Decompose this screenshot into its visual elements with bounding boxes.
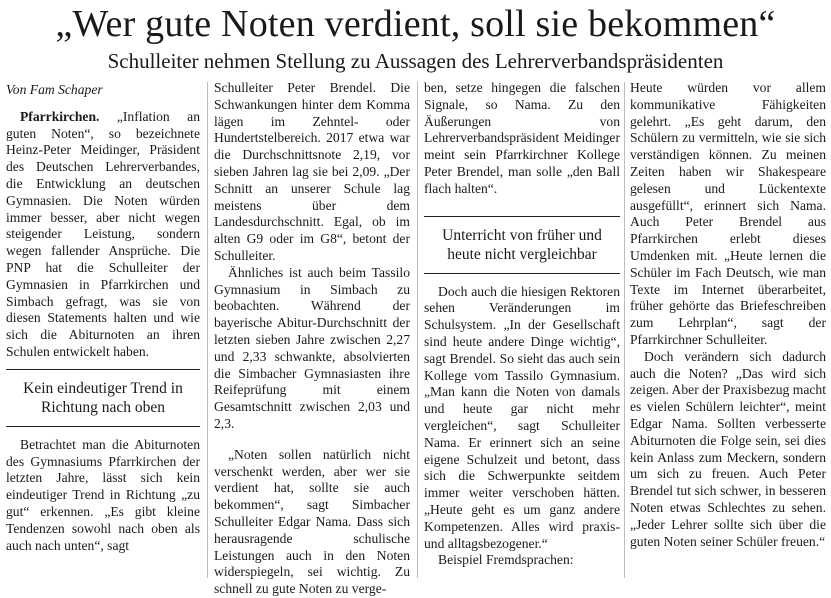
paragraph: „Noten sollen natürlich nicht verschenkt werden, aber wer sie verdient hat, sollte sie auch bekommen“, sagt Simbacher Schulleiter Edgar Nama. Dass sich herausragende schulische Leistungen auch in den Noten widerspiegeln, sei wichtig. Zu schnell zu gute Noten zu verge- xyxy=(214,446,410,597)
article-column-4 xyxy=(630,80,826,578)
paragraph: Doch verändern sich dadurch auch die Noten? „Das wird sich zeigen. Aber der Praxisbezug macht es vielen Schülern leichter“, meint Edgar Nama. Sollten verbesserte Abiturnoten die Folge sein, sei dies kein Anlass zum Meckern, sondern um sich zu freuen. Auch Peter Brendel tut sich schwer, in besseren Noten etwas Schlechtes zu sehen. „Jeder Lehrer sollte sich über die guten Noten seiner Schüler freuen.“ xyxy=(630,348,826,549)
section-subheading: Kein eindeutiger Trend in Richtung nach oben xyxy=(6,369,200,427)
column-divider xyxy=(207,82,208,578)
paragraph: Heute würden vor allem kommunikative Fähigkeiten gelehrt. „Es geht darum, den Schülern zu vermitteln, wie sie sich verständigen können. Zu meinen Zeiten haben wir Shakespeare gelesen und Lückentexte ausgefüllt“, erinnert sich Nama. Auch Peter Brendel aus Pfarrkirchen erlebt dieses Umdenken mit. „Heute lernen die Schüler im Fach Deutsch, wie man Texte im Internet überarbeitet, früher gehörte das Briefeschreiben zum Lehrplan“, sagt der Pfarrkirchner Schulleiter. xyxy=(630,80,826,347)
article-column-3 xyxy=(424,80,620,578)
section-subheading: Unterricht von früher und heute nicht vergleichbar xyxy=(424,216,620,274)
article-column-2 xyxy=(214,80,410,597)
paragraph-text: „Inflation an guten Noten“, so bezeichnete Heinz-Peter Meidinger, Präsident des Deutschen Lehrerverbandes, die Entwicklung an deutschen Gymnasien. Die Noten würden immer besser, aber nicht wegen steigender Leistung, sondern wegen fallender Ansprüche. Die PNP hat die Schulleiter der Gymnasien in Pfarrkirchen und Simbach gefragt, was sie von diesen Statements halten und wie sich die Abiturnoten an ihren Schulen entwickelt haben. xyxy=(6,108,200,359)
article-headline: „Wer gute Noten verdient, soll sie bekommen“ xyxy=(55,3,776,45)
dateline: Pfarrkirchen. xyxy=(20,108,100,124)
column-divider xyxy=(417,82,418,578)
column-divider xyxy=(624,82,625,578)
paragraph: Betrachtet man die Abiturnoten des Gymnasiums Pfarrkirchen der letzten Jahre, lässt sich kein eindeutiger Trend in Richtung „zu gut“ erkennen. „Es gibt kleine Tendenzen sowohl nach oben als auch nach unten“, sagt xyxy=(6,436,200,553)
article-column-1 xyxy=(6,80,200,578)
byline: Von Fam Schaper xyxy=(6,82,103,97)
paragraph: Doch auch die hiesigen Rektoren sehen Veränderungen im Schulsystem. „In der Gesellschaft sind heute andere Dinge wichtig“, sagt Brendel. So sieht das auch sein Kollege vom Tassilo Gymnasium. „Man kann die Noten von damals und heute gar nicht mehr vergleichen“, sagt Schulleiter Nama. Er erinnert sich an seine eigene Schulzeit und betont, dass sich die Schwerpunkte seitdem immer weiter verschoben hätten. „Heute geht es um ganz andere Kompetenzen. Alles wird praxis- und alltagsbezogener.“ xyxy=(424,283,620,551)
lead-paragraph xyxy=(6,109,200,361)
paragraph: ben, setze hingegen die falschen Signale, so Nama. Zu den Äußerungen von Lehrerverbandspräsident Meidinger meint sein Pfarrkirchner Kollege Peter Brendel, man solle „den Ball flach halten“. xyxy=(424,80,620,196)
paragraph: Beispiel Fremdsprachen: xyxy=(438,552,574,568)
paragraph: Ähnliches ist auch beim Tassilo Gymnasium in Simbach zu beobachten. Während der bayerische Abitur-Durchschnitt der letzten sieben Jahre zwischen 2,27 und 2,33 schwankte, absolvierten die Simbacher Gymnasiasten ihre Reifeprüfung mit einem Gesamtschnitt zwischen 2,03 und 2,3. xyxy=(214,264,410,431)
paragraph: Schulleiter Peter Brendel. Die Schwankungen hinter dem Komma lägen im Zehntel- oder Hundertstelbereich. 2017 etwa war die Durchschnittsnote 2,19, vor sieben Jahren lag sie bei 2,09. „Der Schnitt an unserer Schule lag meistens über dem Landesdurchschnitt. Egal, ob im alten G9 oder im G8“, betont der Schulleiter. xyxy=(214,80,410,263)
article-subheadline: Schulleiter nehmen Stellung zu Aussagen des Lehrerverbandspräsidenten xyxy=(107,49,724,73)
paragraph-gap xyxy=(214,433,410,447)
